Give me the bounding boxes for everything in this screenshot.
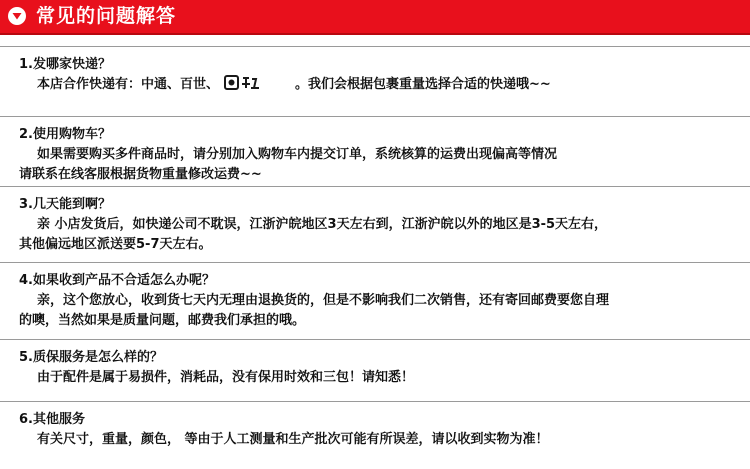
faq-answer-line-2: 请联系在线客服根据货物重量修改运费~~ <box>19 167 262 182</box>
faq-item-3 <box>0 186 750 263</box>
faq-item-2 <box>0 116 750 187</box>
faq-question: 5.质保服务是怎么样的？ <box>19 350 163 365</box>
faq-answer-line-2: 其他偏远地区派送要5-7天左右。 <box>19 237 212 252</box>
faq-header <box>0 0 750 35</box>
faq-item-1 <box>0 46 750 117</box>
faq-answer-line-1: 由于配件是属于易损件，消耗品，没有保用时效和三包！请知悉！ <box>37 370 415 385</box>
courier-logo <box>223 75 291 91</box>
faq-item-6 <box>0 401 750 469</box>
faq-answer-line-1: 如果需要购买多件商品时，请分别加入购物车内提交订单，系统核算的运费出现偏高等情况 <box>37 147 558 162</box>
faq-item-4 <box>0 262 750 340</box>
faq-answer-line-1: 有关尺寸，重量，颜色， 等由于人工测量和生产批次可能有所误差，请以收到实物为准！ <box>37 432 549 447</box>
faq-answer-line-1: 亲，这个您放心，收到货七天内无理由退换货的，但是不影响我们二次销售，还有寄回邮费要您自理 <box>37 293 610 308</box>
page-title: 常见的问题解答 <box>36 5 177 27</box>
faq-question: 2.使用购物车？ <box>19 127 111 142</box>
faq-question: 6.其他服务 <box>19 412 85 427</box>
faq-item-5 <box>0 339 750 402</box>
faq-answer-text: 。我们会根据包裹重量选择合适的快递哦~~ <box>295 77 551 92</box>
faq-answer-text: 本店合作快递有：中通、百世、 <box>37 77 220 92</box>
faq-question: 4.如果收到产品不合适怎么办呢？ <box>19 273 215 288</box>
faq-question: 1.发哪家快递？ <box>19 57 111 72</box>
faq-question: 3.几天能到啊？ <box>19 197 111 212</box>
faq-answer <box>19 75 551 95</box>
chevron-down-icon <box>8 7 26 25</box>
faq-answer-line-2: 的噢，当然如果是质量问题，邮费我们承担的哦。 <box>19 313 306 328</box>
faq-answer-line-1: 亲 小店发货后，如快递公司不耽误，江浙沪皖地区3天左右到，江浙沪皖以外的地区是3-5天左右， <box>37 217 608 232</box>
